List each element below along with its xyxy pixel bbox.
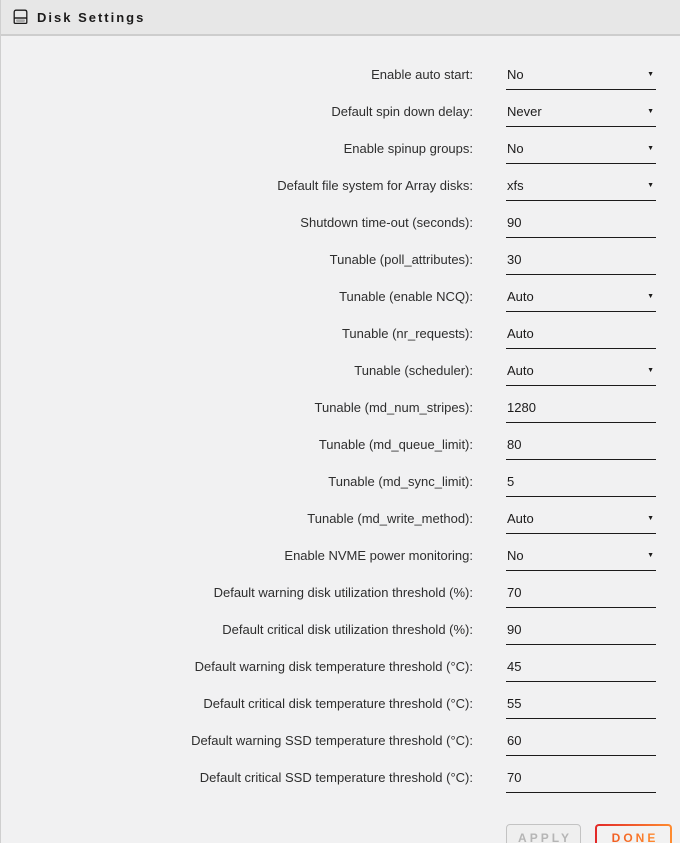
setting-label: Tunable (enable NCQ):: [339, 289, 473, 304]
setting-label: Enable auto start:: [371, 67, 473, 82]
setting-row-tunable-poll-attributes: [1, 252, 680, 274]
setting-row-tunable-md-write-method: [1, 511, 680, 533]
setting-label: Shutdown time-out (seconds):: [300, 215, 473, 230]
setting-control: [506, 289, 656, 312]
setting-control: [506, 252, 656, 275]
setting-input-default-warning-disk-utilization-threshold[interactable]: [506, 585, 656, 608]
setting-row-tunable-md-num-stripes: [1, 400, 680, 422]
chevron-down-icon: ▼: [647, 293, 654, 300]
done-button-label: DONE: [609, 831, 659, 843]
setting-input-default-critical-disk-utilization-threshold[interactable]: [506, 622, 656, 645]
setting-select-default-spin-down-delay[interactable]: [506, 104, 656, 127]
setting-control: [506, 585, 656, 608]
setting-row-shutdown-time-out-seconds: [1, 215, 680, 237]
setting-row-enable-auto-start: [1, 67, 680, 89]
setting-control: [506, 326, 656, 349]
setting-control: [506, 622, 656, 645]
chevron-down-icon: ▼: [647, 108, 654, 115]
setting-select-enable-auto-start[interactable]: [506, 67, 656, 90]
setting-row-tunable-md-sync-limit: [1, 474, 680, 496]
setting-input-tunable-md-sync-limit[interactable]: [506, 474, 656, 497]
setting-control: [506, 104, 656, 127]
setting-label: Default spin down delay:: [331, 104, 473, 119]
setting-input-default-warning-disk-temperature-threshold-c[interactable]: [506, 659, 656, 682]
setting-control: [506, 141, 656, 164]
page-header: [1, 0, 680, 36]
chevron-down-icon: ▼: [647, 182, 654, 189]
setting-label: Default critical SSD temperature threshold (°C):: [199, 770, 473, 785]
setting-select-tunable-scheduler[interactable]: [506, 363, 656, 386]
setting-input-shutdown-time-out-seconds[interactable]: [506, 215, 656, 238]
setting-select-tunable-enable-ncq[interactable]: [506, 289, 656, 312]
setting-label: Default critical disk temperature threshold (°C):: [203, 696, 473, 711]
setting-input-tunable-poll-attributes[interactable]: [506, 252, 656, 275]
setting-row-default-spin-down-delay: [1, 104, 680, 126]
setting-row-default-critical-disk-temperature-threshold-c: [1, 696, 680, 718]
setting-control: [506, 67, 656, 90]
setting-input-default-critical-disk-temperature-threshold-c[interactable]: [506, 696, 656, 719]
setting-control: [506, 511, 656, 534]
setting-row-default-warning-disk-utilization-threshold: [1, 585, 680, 607]
chevron-down-icon: ▼: [647, 515, 654, 522]
setting-control: [506, 400, 656, 423]
setting-control: [506, 770, 656, 793]
done-button-face: [597, 826, 670, 843]
chevron-down-icon: ▼: [647, 367, 654, 374]
setting-row-tunable-scheduler: [1, 363, 680, 385]
apply-button[interactable]: APPLY: [506, 824, 581, 843]
setting-label: Tunable (scheduler):: [354, 363, 473, 378]
setting-row-default-critical-ssd-temperature-threshold-c: [1, 770, 680, 792]
setting-input-tunable-nr-requests[interactable]: [506, 326, 656, 349]
setting-control: [506, 363, 656, 386]
setting-control: [506, 696, 656, 719]
setting-control: [506, 437, 656, 460]
setting-label: Tunable (nr_requests):: [341, 326, 473, 341]
setting-control: [506, 659, 656, 682]
setting-label: Default file system for Array disks:: [277, 178, 473, 193]
setting-control: [506, 474, 656, 497]
setting-label: Default critical disk utilization threshold (%):: [222, 622, 473, 637]
setting-label: Tunable (md_sync_limit):: [328, 474, 473, 489]
form-actions: [1, 807, 680, 843]
setting-control: [506, 548, 656, 571]
setting-label: Default warning disk utilization threshold (%):: [213, 585, 473, 600]
setting-row-tunable-enable-ncq: [1, 289, 680, 311]
chevron-down-icon: ▼: [647, 145, 654, 152]
setting-control: [506, 178, 656, 201]
setting-select-tunable-md-write-method[interactable]: [506, 511, 656, 534]
setting-label: Enable spinup groups:: [343, 141, 473, 156]
setting-select-enable-spinup-groups[interactable]: [506, 141, 656, 164]
setting-control: [506, 733, 656, 756]
setting-row-default-critical-disk-utilization-threshold: [1, 622, 680, 644]
setting-control: [506, 215, 656, 238]
chevron-down-icon: ▼: [647, 71, 654, 78]
setting-input-default-critical-ssd-temperature-threshold-c[interactable]: [506, 770, 656, 793]
disk-settings-form: [1, 36, 680, 792]
page-title: Disk Settings: [37, 9, 146, 25]
setting-label: Enable NVME power monitoring:: [284, 548, 473, 563]
chevron-down-icon: ▼: [647, 552, 654, 559]
setting-row-tunable-md-queue-limit: [1, 437, 680, 459]
done-button[interactable]: [595, 824, 672, 843]
setting-label: Tunable (md_queue_limit):: [318, 437, 473, 452]
setting-input-default-warning-ssd-temperature-threshold-c[interactable]: [506, 733, 656, 756]
setting-row-enable-nvme-power-monitoring: [1, 548, 680, 570]
setting-label: Tunable (md_num_stripes):: [314, 400, 473, 415]
disk-drive-icon: [13, 9, 28, 25]
setting-row-enable-spinup-groups: [1, 141, 680, 163]
setting-row-default-warning-ssd-temperature-threshold-c: [1, 733, 680, 755]
setting-input-tunable-md-num-stripes[interactable]: [506, 400, 656, 423]
setting-label: Tunable (md_write_method):: [307, 511, 473, 526]
setting-label: Tunable (poll_attributes):: [329, 252, 473, 267]
setting-select-enable-nvme-power-monitoring[interactable]: [506, 548, 656, 571]
setting-label: Default warning disk temperature threshold (°C):: [194, 659, 473, 674]
setting-input-tunable-md-queue-limit[interactable]: [506, 437, 656, 460]
setting-select-default-file-system-for-array-disks[interactable]: [506, 178, 656, 201]
setting-row-default-file-system-for-array-disks: [1, 178, 680, 200]
setting-label: Default warning SSD temperature threshold (°C):: [191, 733, 473, 748]
setting-row-default-warning-disk-temperature-threshold-c: [1, 659, 680, 681]
setting-row-tunable-nr-requests: [1, 326, 680, 348]
